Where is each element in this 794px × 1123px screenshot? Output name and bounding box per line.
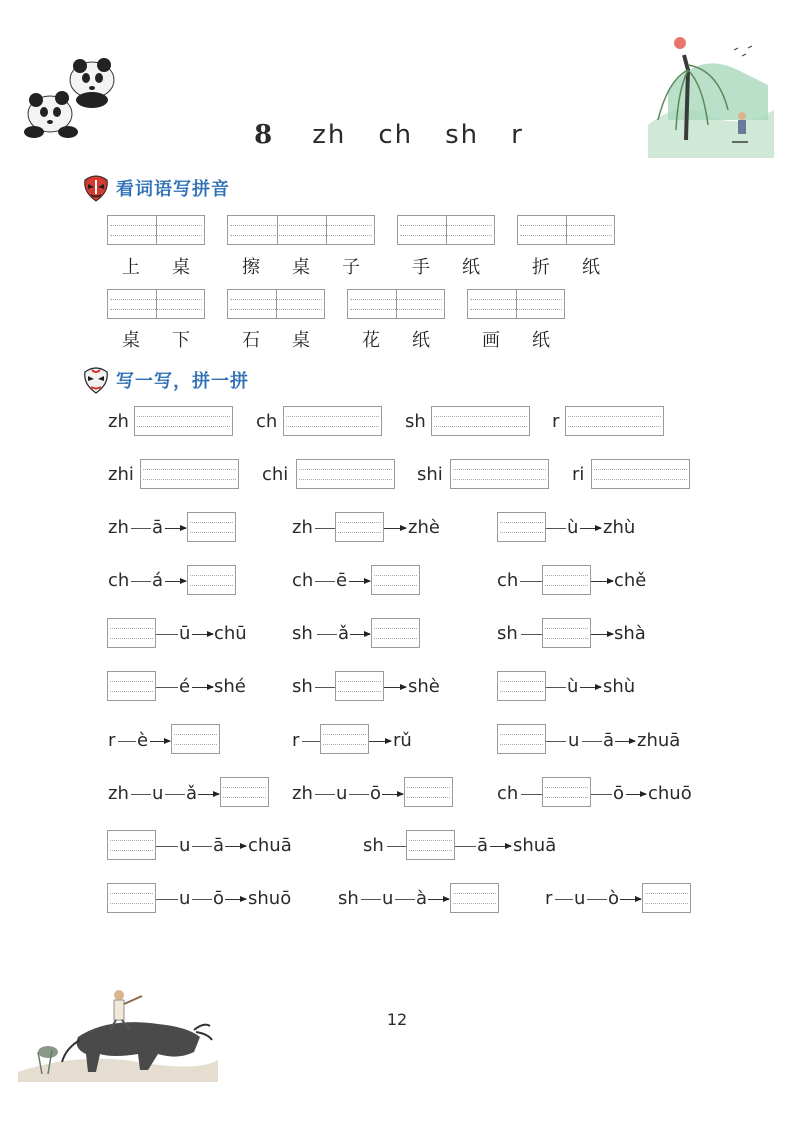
opera-mask-white-icon xyxy=(82,366,110,394)
spell-result: shù xyxy=(603,676,636,697)
write-box[interactable] xyxy=(283,406,382,436)
spell-result: shuā xyxy=(513,835,557,856)
spell-part: à xyxy=(416,888,428,909)
spell-part: sh xyxy=(338,888,359,909)
spell-result: shuō xyxy=(248,888,292,909)
section-header-spell xyxy=(82,366,249,394)
pinyin-answer-box[interactable] xyxy=(227,289,325,319)
write-label: r xyxy=(552,411,560,432)
arrow-icon xyxy=(150,741,170,742)
spell-result: zhuā xyxy=(637,730,681,751)
arrow-icon xyxy=(591,634,613,635)
spell-part: á xyxy=(152,570,164,591)
hanzi-char: 上 xyxy=(122,257,140,278)
pinyin-answer-box[interactable] xyxy=(467,289,565,319)
spell-result: chū xyxy=(214,623,247,644)
spell-part: ā xyxy=(603,730,615,751)
spell-part: ā xyxy=(213,835,225,856)
arrow-icon xyxy=(198,794,219,795)
arrow-icon xyxy=(369,741,391,742)
arrow-icon xyxy=(349,581,370,582)
arrow-icon xyxy=(225,846,246,847)
spell-part: r xyxy=(292,730,300,751)
spell-result: shè xyxy=(408,676,440,697)
arrow-icon xyxy=(428,899,449,900)
lesson-title xyxy=(0,120,794,150)
spell-part: ch xyxy=(292,570,314,591)
hanzi-char: 纸 xyxy=(412,330,430,351)
spell-part: è xyxy=(137,730,149,751)
title-syllable: r xyxy=(511,120,524,150)
hanzi-char: 纸 xyxy=(462,257,480,278)
spell-part: ā xyxy=(152,517,164,538)
arrow-icon xyxy=(580,687,601,688)
spell-part: ō xyxy=(213,888,225,909)
answer-box[interactable] xyxy=(642,883,691,913)
spell-part: sh xyxy=(363,835,384,856)
answer-box[interactable] xyxy=(335,671,384,701)
ox-rider-icon xyxy=(18,982,218,1082)
answer-box[interactable] xyxy=(107,618,156,648)
spell-part: u xyxy=(179,835,191,856)
spell-part: u xyxy=(382,888,394,909)
arrow-icon xyxy=(615,741,635,742)
arrow-icon xyxy=(165,528,186,529)
spell-part: ē xyxy=(336,570,348,591)
spell-result: zhù xyxy=(603,517,636,538)
pinyin-answer-box[interactable] xyxy=(107,215,205,245)
answer-box[interactable] xyxy=(107,883,156,913)
answer-box[interactable] xyxy=(542,618,591,648)
spell-part: zh xyxy=(108,517,129,538)
answer-box[interactable] xyxy=(450,883,499,913)
spell-part: ò xyxy=(608,888,620,909)
spell-part: zh xyxy=(292,783,313,804)
arrow-icon xyxy=(490,846,511,847)
spell-part: ǎ xyxy=(338,623,350,644)
spell-part: ō xyxy=(370,783,382,804)
title-syllable: ch xyxy=(378,120,414,150)
spell-part: r xyxy=(545,888,553,909)
write-label: zh xyxy=(108,411,129,432)
write-box[interactable] xyxy=(565,406,664,436)
section-title: 写一写，拼一拼 xyxy=(116,371,249,392)
arrow-icon xyxy=(591,581,613,582)
answer-box[interactable] xyxy=(187,565,236,595)
answer-box[interactable] xyxy=(220,777,269,807)
hanzi-char: 手 xyxy=(412,257,430,278)
answer-box[interactable] xyxy=(171,724,220,754)
spell-result: chuō xyxy=(648,783,692,804)
pinyin-answer-box[interactable] xyxy=(107,289,205,319)
hanzi-char: 下 xyxy=(172,330,190,351)
answer-box[interactable] xyxy=(320,724,369,754)
spell-result: zhè xyxy=(408,517,440,538)
spell-part: u xyxy=(574,888,586,909)
spell-part: ǎ xyxy=(186,783,198,804)
arrow-icon xyxy=(384,687,406,688)
spell-part: ch xyxy=(108,570,130,591)
hanzi-char: 桌 xyxy=(172,257,190,278)
hanzi-char: 桌 xyxy=(292,257,310,278)
spell-part: sh xyxy=(292,676,313,697)
answer-box[interactable] xyxy=(497,671,546,701)
spell-part: u xyxy=(336,783,348,804)
write-label: zhi xyxy=(108,464,134,485)
spell-result: chuā xyxy=(248,835,292,856)
spell-part: u xyxy=(179,888,191,909)
answer-box[interactable] xyxy=(335,512,384,542)
arrow-icon xyxy=(350,634,370,635)
write-label: shi xyxy=(417,464,443,485)
answer-box[interactable] xyxy=(107,830,156,860)
opera-mask-red-icon xyxy=(82,174,110,202)
page-number: 12 xyxy=(386,1010,408,1029)
title-syllable: sh xyxy=(445,120,480,150)
section-header-words xyxy=(82,174,230,202)
arrow-icon xyxy=(192,687,213,688)
hanzi-char: 纸 xyxy=(582,257,600,278)
answer-box[interactable] xyxy=(497,724,546,754)
spell-part: u xyxy=(568,730,580,751)
section-title: 看词语写拼音 xyxy=(116,179,230,200)
arrow-icon xyxy=(626,794,646,795)
hanzi-char: 纸 xyxy=(532,330,550,351)
title-syllable: zh xyxy=(312,120,347,150)
arrow-icon xyxy=(382,794,403,795)
write-box[interactable] xyxy=(450,459,549,489)
write-label: chi xyxy=(262,464,289,485)
write-label: ch xyxy=(256,411,278,432)
spell-part: sh xyxy=(292,623,313,644)
answer-box[interactable] xyxy=(542,777,591,807)
write-box[interactable] xyxy=(296,459,395,489)
spell-result: rǔ xyxy=(393,730,412,751)
arrow-icon xyxy=(384,528,406,529)
arrow-icon xyxy=(165,581,186,582)
hanzi-char: 擦 xyxy=(242,257,260,278)
spell-part: r xyxy=(108,730,116,751)
spell-part: é xyxy=(179,676,191,697)
write-label: ri xyxy=(572,464,585,485)
answer-box[interactable] xyxy=(187,512,236,542)
pinyin-answer-box[interactable] xyxy=(347,289,445,319)
write-label: sh xyxy=(405,411,426,432)
answer-box[interactable] xyxy=(107,671,156,701)
spell-result: shé xyxy=(214,676,246,697)
spell-part: ù xyxy=(567,676,579,697)
spell-result: shà xyxy=(614,623,646,644)
spell-part: ù xyxy=(567,517,579,538)
spell-part: ch xyxy=(497,783,519,804)
pinyin-answer-box[interactable] xyxy=(397,215,495,245)
spell-part: ā xyxy=(477,835,489,856)
answer-box[interactable] xyxy=(542,565,591,595)
write-box[interactable] xyxy=(134,406,233,436)
spell-part: ch xyxy=(497,570,519,591)
arrow-icon xyxy=(580,528,601,529)
answer-box[interactable] xyxy=(497,512,546,542)
spell-part: ū xyxy=(179,623,191,644)
pinyin-answer-box[interactable] xyxy=(227,215,375,245)
spell-part: zh xyxy=(108,783,129,804)
spell-part: zh xyxy=(292,517,313,538)
hanzi-char: 石 xyxy=(242,330,260,351)
answer-box[interactable] xyxy=(371,618,420,648)
write-box[interactable] xyxy=(591,459,690,489)
spell-part: ō xyxy=(613,783,625,804)
spell-result: chě xyxy=(614,570,647,591)
hanzi-char: 花 xyxy=(362,330,380,351)
arrow-icon xyxy=(192,634,213,635)
pinyin-answer-box[interactable] xyxy=(517,215,615,245)
write-box[interactable] xyxy=(140,459,239,489)
answer-box[interactable] xyxy=(406,830,455,860)
hanzi-char: 桌 xyxy=(292,330,310,351)
write-box[interactable] xyxy=(431,406,530,436)
hanzi-char: 折 xyxy=(532,257,550,278)
hanzi-char: 桌 xyxy=(122,330,140,351)
spell-part: u xyxy=(152,783,164,804)
answer-box[interactable] xyxy=(371,565,420,595)
hanzi-char: 画 xyxy=(482,330,500,351)
arrow-icon xyxy=(225,899,246,900)
spell-part: sh xyxy=(497,623,518,644)
lesson-number: 8 xyxy=(254,120,275,150)
hanzi-char: 子 xyxy=(342,257,360,278)
arrow-icon xyxy=(620,899,641,900)
answer-box[interactable] xyxy=(404,777,453,807)
